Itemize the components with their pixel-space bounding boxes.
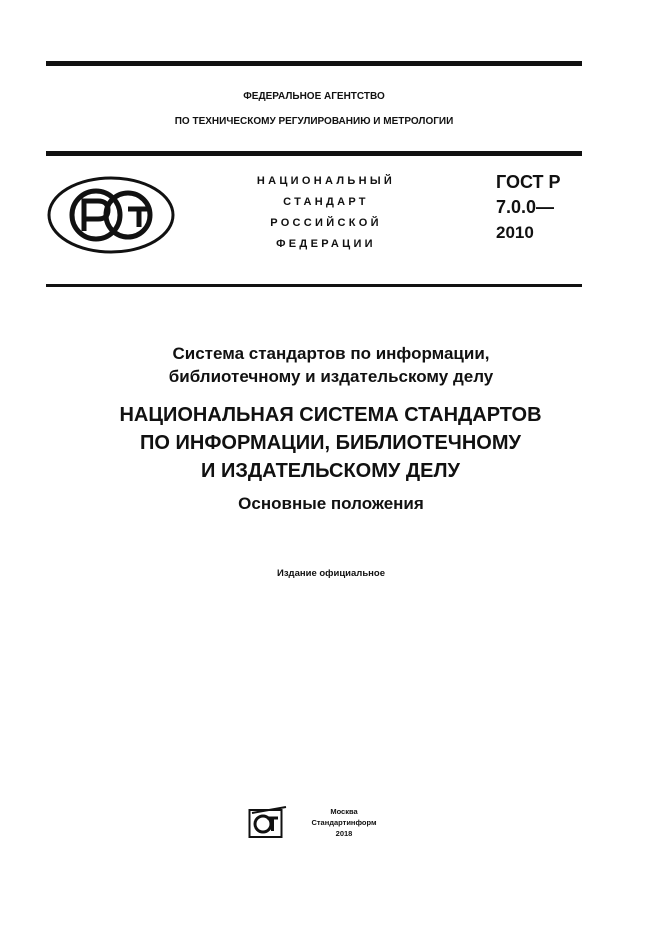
status-line: НАЦИОНАЛЬНЫЙ bbox=[256, 175, 396, 187]
main-title-line-2: ПО ИНФОРМАЦИИ, БИБЛИОТЕЧНОМУ bbox=[140, 432, 521, 454]
official-edition-label: Издание официальное bbox=[277, 568, 385, 579]
status-line: ФЕДЕРАЦИИ bbox=[276, 238, 376, 250]
standard-designation bbox=[496, 170, 561, 245]
standartinform-logo-icon bbox=[248, 805, 288, 839]
bottom-divider bbox=[46, 284, 582, 287]
main-title-line-1: НАЦИОНАЛЬНАЯ СИСТЕМА СТАНДАРТОВ bbox=[119, 404, 542, 426]
publisher-imprint bbox=[298, 806, 390, 839]
agency-line-2: ПО ТЕХНИЧЕСКОМУ РЕГУЛИРОВАНИЮ И МЕТРОЛОГИИ bbox=[174, 116, 454, 127]
imprint-city: Москва bbox=[330, 807, 358, 816]
subtitle: Основные положения bbox=[238, 494, 424, 513]
top-divider bbox=[46, 61, 582, 66]
status-line: РОССИЙСКОЙ bbox=[270, 217, 382, 229]
agency-line-1: ФЕДЕРАЛЬНОЕ АГЕНТСТВО bbox=[243, 91, 385, 102]
series-title-line-2: библиотечному и издательскому делу bbox=[168, 367, 494, 386]
main-title-line-3: И ИЗДАТЕЛЬСКОМУ ДЕЛУ bbox=[201, 460, 460, 482]
middle-divider bbox=[46, 151, 582, 156]
gost-r-certification-mark-icon bbox=[46, 175, 176, 255]
status-line: СТАНДАРТ bbox=[283, 196, 369, 208]
imprint-publisher: Стандартинформ bbox=[311, 818, 377, 827]
imprint-year: 2018 bbox=[335, 829, 353, 838]
designation-line-1: ГОСТ Р bbox=[496, 172, 561, 192]
designation-year: 2010 bbox=[496, 223, 534, 242]
series-title-line-1: Система стандартов по информации, bbox=[172, 344, 490, 363]
national-standard-status bbox=[236, 171, 416, 255]
designation-line-2: 7.0.0— bbox=[496, 197, 555, 217]
